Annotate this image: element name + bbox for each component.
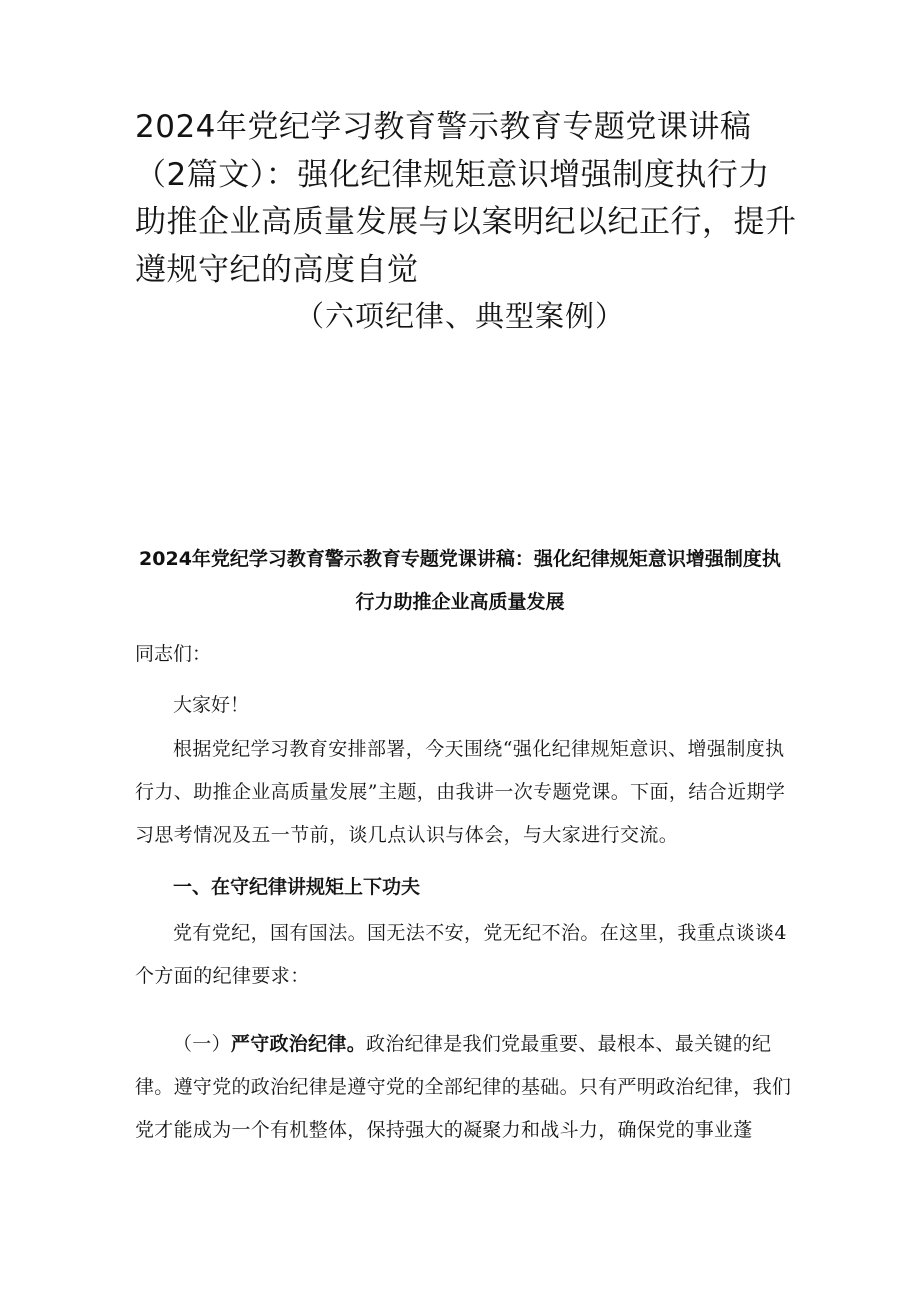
intro-paragraph: 根据党纪学习教育安排部署，今天围绕“强化纪律规矩意识、增强制度执行力、助推企业高质量发展”主题，由我讲一次专题党课。下面，结合近期学习思考情况及五一节前，谈几点认识与体会，与大家进行交流。 — [135, 738, 786, 846]
item-text: 政治纪律是我们党最重要、最根本、最关键的纪律。遵守党的政治纪律是遵守党的全部纪律的基础。只有严明政治纪律，我们党才能成为一个有机整体，保持强大的凝聚力和战斗力，确保党的事业蓬 — [135, 1033, 792, 1141]
section-one-paragraph: 党有党纪，国有国法。国无法不安，党无纪不治。在这里，我重点谈谈4个方面的纪律要求： — [135, 922, 787, 987]
salutation: 同志们： — [135, 643, 212, 665]
document-title: 2024年党纪学习教育警示教育专题党课讲稿（2篇文）：强化纪律规矩意识增强制度执行力助推企业高质量发展与以案明纪以纪正行，提升遵规守纪的高度自觉 — [135, 109, 797, 288]
section-one-heading: 一、在守纪律讲规矩上下功夫 — [173, 876, 421, 898]
document-subtitle: （六项纪律、典型案例） — [294, 299, 625, 333]
item-number: （一） — [173, 1033, 231, 1055]
greeting: 大家好！ — [173, 694, 250, 716]
political-discipline-paragraph — [135, 1023, 795, 1152]
item-bold-title: 严守政治纪律。 — [230, 1033, 367, 1055]
speech-title: 2024年党纪学习教育警示教育专题党课讲稿：强化纪律规矩意识增强制度执行力助推企业高质量发展 — [139, 548, 781, 613]
